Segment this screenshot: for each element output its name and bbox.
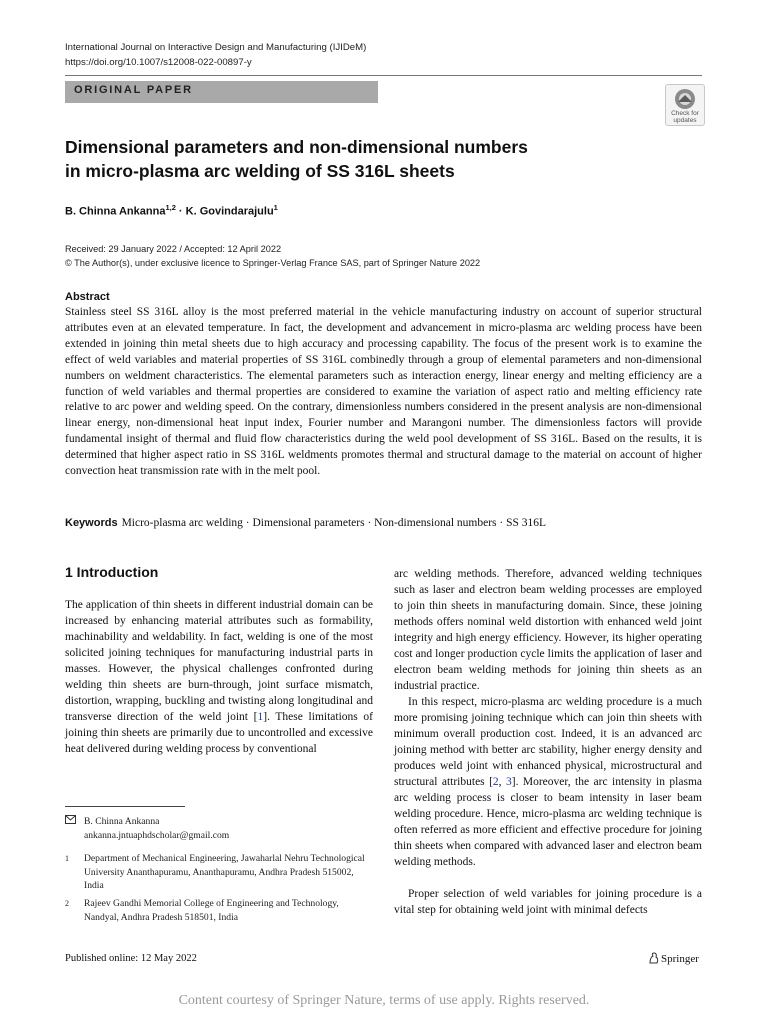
contact-name: B. Chinna Ankanna: [84, 816, 160, 827]
intro-p3-text-a: In this respect, micro-plasma arc welding procedure is a much more promising joining technique which can join thin sheets with minimum overall production cost. Indeed, it is an advanced arc joining method with better arc stability, higher energy density and produces weld joint with enhanced physical, microstructural and structural attributes [: [394, 696, 702, 788]
author-1[interactable]: B. Chinna Ankanna: [65, 205, 166, 218]
check-for-updates-icon: [674, 88, 696, 110]
intro-paragraph-3: [394, 695, 702, 870]
intro-paragraph-2: arc welding methods. Therefore, advanced welding techniques such as laser and electron beam welding processes are employed to join thin sheets in manufacturing domain. Since, these joining methods offers nominal weld distortion with enhanced weld joint integrity and high energy efficiency. However, its higher operating cost and longer production cycle limits the application of laser and electron beam welding methods for joining thin sheets as an industrial practice.: [394, 568, 702, 692]
article-type-label: ORIGINAL PAPER: [74, 84, 193, 96]
journal-name: International Journal on Interactive Design and Manufacturing (IJIDeM): [65, 42, 367, 53]
journal-header: [65, 40, 366, 70]
citation-link-3[interactable]: 3: [505, 775, 512, 788]
received-accepted: Received: 29 January 2022 / Accepted: 12 April 2022: [65, 244, 282, 254]
badge-text-2: updates: [673, 117, 697, 124]
intro-p3-text-b: ]. Moreover, the arc intensity in plasma arc welding process is closer to beam intensity in laser beam welding procedure. Hence, micro-plasma arc welding technique is often referred as more efficient and effective procedure for joining thin sheets when compared with advanced laser and electron beam welding methods.: [394, 775, 702, 868]
author-2-affil: 1: [273, 203, 278, 212]
publisher-logo: [648, 952, 699, 965]
header-rule: [65, 75, 702, 76]
intro-p1-text-b: ]. These limitations of joining thin sheets are primarily due to uncontrolled and excessive heat delivered during welding process by conventional: [65, 710, 374, 755]
abstract-text: Stainless steel SS 316L alloy is the most preferred material in the vehicle manufacturing industry on account of superior structural attributes even at an elevated temperature. In fact, the development and advancement in micro-plasma arc welding process have been extended in joining thin metal sheets due to high accuracy and processing capability. The focus of the present work is to examine the effect of weld variables and material properties of SS 316L combinedly through a group of elemental parameters and non-dimensional numbers on weldment characteristics. The elemental parameters such as interaction energy, linear energy and melting efficiency are a function of weld variables and thermal properties are considered to examine the variation of aspect ratio and melting efficiency rate relative to arc power and welding speed. On the contrary, dimensionless numbers considered in the present analysis are non-dimensional linear energy, non-dimensional heat input index, Fourier number and Marangoni number. The dimensionless factors will provide fundamental insight of thermal and fluid flow characteristics during the weld pool development of SS 316L. Based on the results, it is determined that higher aspect ratio in SS 316L weldments promotes thermal and structural damage to the material on account of higher convection heat transmission rate with in the melt pool.: [65, 306, 702, 478]
affiliation-1-text: Department of Mechanical Engineering, Jawaharlal Nehru Technological University Ananthapuramu, Ananthapuramu, Andhra Pradesh 515002, India: [84, 853, 365, 891]
author-2[interactable]: K. Govindarajulu: [185, 205, 274, 218]
affiliation-2-mark: 2: [65, 899, 69, 908]
abstract-heading: Abstract: [65, 291, 110, 303]
contact-email[interactable]: ankanna.jntuaphdscholar@gmail.com: [84, 829, 230, 841]
keywords-text: Micro-plasma arc welding · Dimensional parameters · Non-dimensional numbers · SS 316L: [121, 517, 547, 529]
check-for-updates-badge[interactable]: [665, 84, 705, 126]
courtesy-notice: Content courtesy of Springer Nature, terms of use apply. Rights reserved.: [178, 993, 590, 1008]
badge-text-1: Check for: [671, 110, 699, 117]
section-heading-introduction: 1 Introduction: [65, 564, 159, 580]
affiliation-2-text: Rajeev Gandhi Memorial College of Engineering and Technology, Nandyal, Andhra Pradesh 518501, India: [84, 898, 339, 923]
title-line-2: in micro-plasma arc welding of SS 316L sheets: [65, 161, 455, 181]
citation-separator: ,: [498, 775, 506, 788]
title-line-1: Dimensional parameters and non-dimensional numbers: [65, 137, 528, 157]
author-separator: ·: [175, 205, 186, 218]
intro-paragraph-4: Proper selection of weld variables for joining procedure is a vital step for obtaining weld joint with minimal defects: [394, 888, 702, 916]
author-list: [65, 203, 278, 218]
intro-p1-text-a: The application of thin sheets in different industrial domain can be increased by enhancing material attributes such as formability, machinability and weldability. In fact, welding is one of the most solicited joining techniques for manufacturing industrial parts in masses. However, the physical challenges confronted during welding thin sheets are burn-through, joint surface mismatch, distortion, wrapping, buckling and twisting along longitudinal and transverse direction of the weld joint [: [65, 599, 373, 723]
intro-paragraph-1: [65, 598, 373, 758]
author-1-affil: 1,2: [165, 203, 176, 212]
keywords-line: [65, 517, 702, 529]
citation-link-1[interactable]: 1: [257, 710, 264, 723]
paper-title: [65, 135, 685, 183]
corresponding-author-note: [65, 815, 373, 842]
envelope-icon: [65, 815, 76, 829]
affiliation-1: [65, 852, 373, 893]
article-type-banner: [65, 81, 378, 103]
affiliation-2: [65, 897, 373, 924]
footnote-rule: [65, 806, 185, 807]
published-online: Published online: 12 May 2022: [65, 953, 197, 964]
springer-horse-icon: [648, 952, 659, 964]
publisher-name: Springer: [661, 953, 699, 965]
keywords-label: Keywords: [65, 517, 118, 529]
affiliation-1-mark: 1: [65, 854, 69, 863]
copyright-line: © The Author(s), under exclusive licence to Springer-Verlag France SAS, part of Springer Nature 2022: [65, 258, 481, 268]
article-dates: [65, 242, 480, 270]
doi-link[interactable]: https://doi.org/10.1007/s12008-022-00897-y: [65, 57, 252, 68]
citation-link-2[interactable]: 2: [492, 775, 499, 788]
